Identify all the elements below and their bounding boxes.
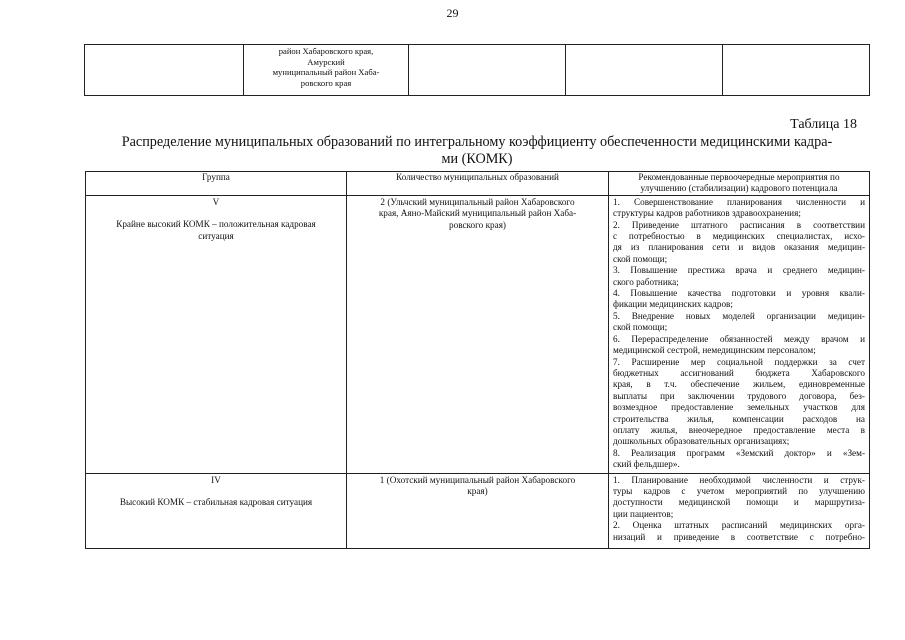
- header-count: Количество муниципальных образований: [347, 172, 609, 196]
- municipalities-line: края, Аяно-Майский муниципальный район Хаба-: [378, 208, 577, 219]
- measure-line: 8. Реализация программ «Земский доктор» и «Зем-: [613, 447, 865, 458]
- measure-line: 2. Оценка штатных расписаний медицинских орга-: [613, 520, 865, 531]
- measure-line: оплату жилья, внеочередное предоставление места в: [613, 424, 865, 435]
- group-cell: [86, 195, 347, 473]
- table-row: [86, 195, 870, 473]
- measure-line: возмездное предоставление земельных участков для: [613, 402, 865, 413]
- group-roman: V: [212, 196, 220, 207]
- measure-line: структуры кадров работников здравоохранения;: [613, 208, 801, 219]
- measure-line: доступности медицинской помощи и маршрутиза-: [613, 497, 865, 508]
- measure-line: 6. Перераспределение обязанностей между врачом и: [613, 333, 865, 344]
- measure-line: ский фельдшер».: [613, 459, 680, 470]
- municipalities-cell: [347, 473, 609, 548]
- group-text: Крайне высокий КОМК – положительная кадровая: [116, 219, 316, 230]
- header-group: Группа: [86, 172, 347, 196]
- continuation-line: муниципальный район Хаба-: [272, 67, 380, 78]
- table-label: Таблица 18: [790, 117, 857, 132]
- table-row: [86, 473, 870, 548]
- measure-line: 3. Повышение престижа врача и среднего медицин-: [613, 265, 865, 276]
- measure-line: края, в т.ч. обеспечение жильем, единовременные: [613, 379, 865, 390]
- municipalities-line: ровского края): [449, 219, 506, 230]
- continuation-text: [244, 45, 409, 96]
- measure-line: бюджетных ассигнований бюджета Хабаровского: [613, 367, 865, 378]
- municipalities-line: 2 (Ульчский муниципальный район Хабаровского: [380, 196, 575, 207]
- empty-cell: [566, 45, 723, 96]
- title-line: Распределение муниципальных образований по интегральному коэффициенту обеспеченности медицинскими кадра-: [121, 134, 833, 150]
- empty-cell: [723, 45, 870, 96]
- measure-line: 1. Совершенствование планирования численности и: [613, 196, 865, 207]
- header-measures-line: Рекомендованные первоочередные мероприятия по: [638, 172, 840, 182]
- continuation-table: [84, 44, 870, 96]
- measure-line: с потребностью в медицинских специалистах, исхо-: [613, 231, 865, 242]
- table-title: [84, 134, 870, 168]
- page-number: 29: [446, 6, 459, 20]
- measures-cell: [609, 473, 870, 548]
- group-text: Высокий КОМК – стабильная кадровая ситуация: [119, 496, 313, 507]
- header-row: [86, 172, 870, 196]
- measure-line: строительства жилья, компенсации расходов на: [613, 413, 865, 424]
- municipalities-cell: [347, 195, 609, 473]
- measure-line: низаций и приведение в соответствие с потребно-: [613, 531, 865, 542]
- measure-line: дошкольных образовательных организациях;: [613, 436, 790, 447]
- group-cell: [86, 473, 347, 548]
- header-measures: [609, 172, 870, 196]
- measure-line: выплаты при заключении трудового договора, без-: [613, 390, 865, 401]
- empty-cell: [409, 45, 566, 96]
- measure-line: медицинской сестрой, немедицинским персоналом;: [613, 345, 816, 356]
- measure-line: 4. Повышение качества подготовки и уровня квали-: [613, 288, 865, 299]
- group-roman: IV: [211, 474, 221, 485]
- empty-cell: [85, 45, 244, 96]
- municipalities-line: 1 (Охотский муниципальный район Хабаровского: [379, 474, 576, 485]
- measure-line: ции пациентов;: [613, 508, 674, 519]
- measure-line: ского работника;: [613, 276, 679, 287]
- group-text: ситуация: [198, 230, 234, 241]
- measure-line: 1. Планирование необходимой численности и струк-: [613, 474, 865, 485]
- title-line: ми (КОМК): [441, 151, 513, 167]
- komk-table: [85, 171, 870, 549]
- municipalities-line: края): [467, 485, 488, 496]
- measure-line: дя из планирования сети и видов оказания медицин-: [613, 242, 865, 253]
- measure-line: фикации медицинских кадров;: [613, 299, 733, 310]
- measures-cell: [609, 195, 870, 473]
- measure-line: ской помощи;: [613, 253, 668, 264]
- measure-line: 5. Внедрение новых моделей организации медицин-: [613, 310, 865, 321]
- measure-line: ской помощи;: [613, 322, 668, 333]
- measure-line: туры кадров с учетом мероприятий по улучшению: [613, 485, 865, 496]
- measure-line: 2. Приведение штатного расписания в соответствии: [613, 219, 865, 230]
- header-measures-line: улучшению (стабилизации) кадрового потенциала: [640, 183, 838, 194]
- continuation-line: Амурский: [307, 56, 345, 67]
- continuation-line: ровского края: [300, 77, 352, 88]
- continuation-line: район Хабаровского края,: [278, 46, 374, 56]
- measure-line: 7. Расширение мер социальной поддержки за счет: [613, 356, 865, 367]
